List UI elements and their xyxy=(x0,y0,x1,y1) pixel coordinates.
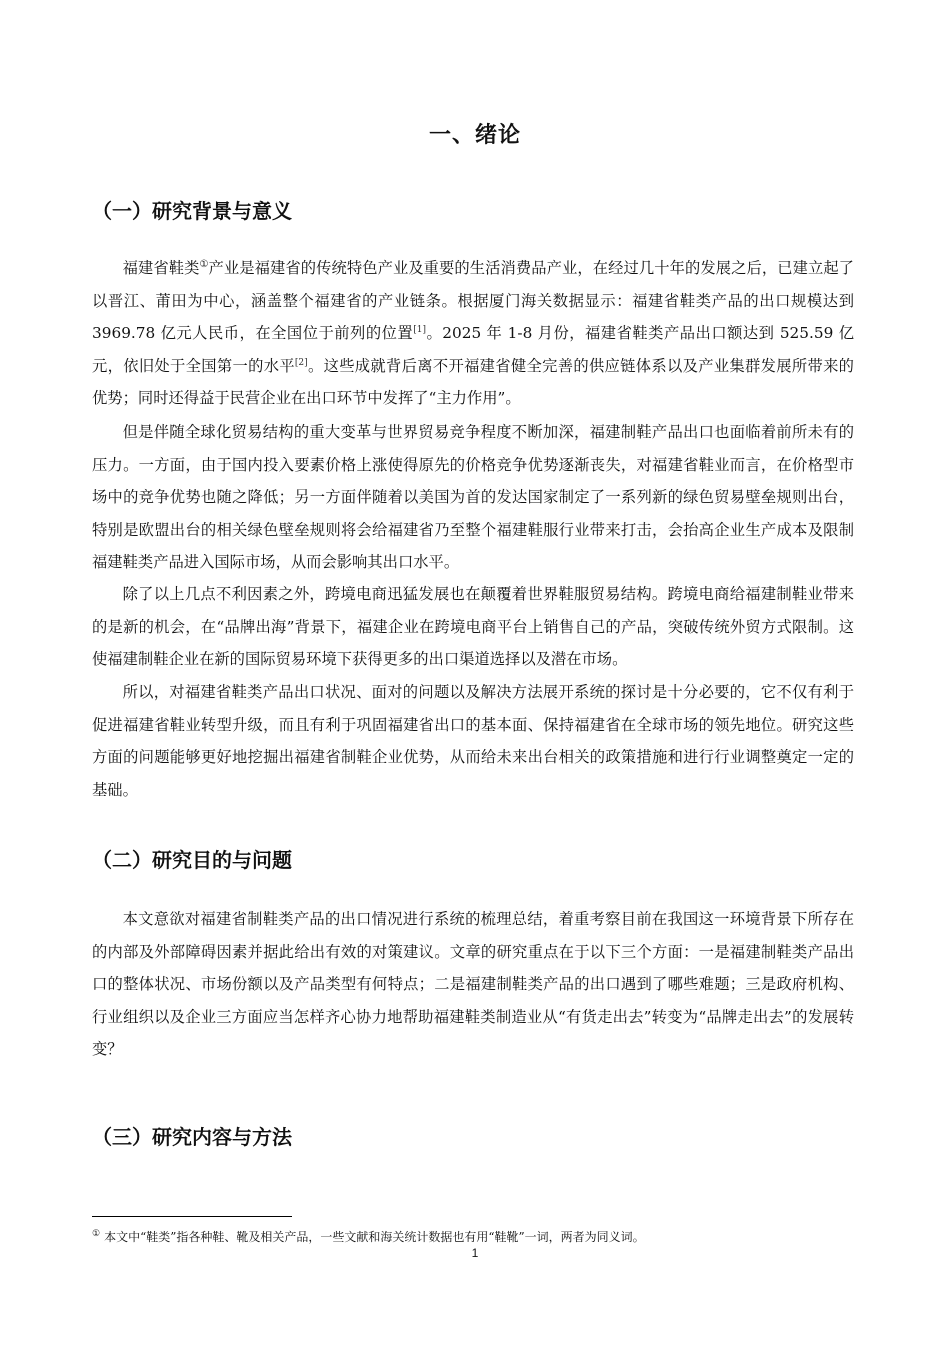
text-run: 。这些成就背后离不开福建省健全完善的供应链体系以及产业集群发展所带来的优势；同时还得益于民营企业在出口环节中发挥了“主力作用”。 xyxy=(92,356,854,407)
text-run: 产业是福建省的传统特色产业及重要的生活消费品产业，在经过几十年的发展之后，已建立起了以晋江、莆田为中心，涵盖整个福建省的产业链条。根据厦门海关数据显示：福建省鞋类产品的出口规模达到 3969.78 亿元人民币，在全国位于前列的位置 xyxy=(92,259,854,342)
text-run: 。2025 年 1-8 月份，福建省鞋类产品出口额达到 525.59 亿元，依旧处于全国第一的水平 xyxy=(92,324,854,375)
page-number: 1 xyxy=(471,1246,479,1260)
section-heading-objectives: （二）研究目的与问题 xyxy=(92,848,292,872)
footnote-marker: ① xyxy=(92,1229,101,1239)
paragraph-background-1 xyxy=(92,252,854,415)
text-run: 福建省鞋类 xyxy=(122,259,200,277)
footnote xyxy=(92,1225,872,1246)
paragraph-background-4: 所以，对福建省鞋类产品出口状况、面对的问题以及解决方法展开系统的探讨是十分必要的，它不仅有利于促进福建省鞋业转型升级，而且有利于巩固福建省出口的基本面、保持福建省在全球市场的领先地位。研究这些方面的问题能够更好地挖掘出福建省制鞋企业优势，从而给未来出台相关的政策措施和进行行业调整奠定一定的基础。 xyxy=(92,683,854,799)
citation-ref-2: [2] xyxy=(294,357,308,368)
paragraph-objectives: 本文意欲对福建省制鞋类产品的出口情况进行系统的梳理总结，着重考察目前在我国这一环境背景下所存在的内部及外部障碍因素并据此给出有效的对策建议。文章的研究重点在于以下三个方面：一是福建制鞋类产品出口的整体状况、市场份额以及产品类型有何特点；二是福建制鞋类产品的出口遇到了哪些难题；三是政府机构、行业组织以及企业三方面应当怎样齐心协力地帮助福建鞋类制造业从“有货走出去”转变为“品牌走出去”的发展转变？ xyxy=(92,910,854,1058)
section-heading-methods: （三）研究内容与方法 xyxy=(92,1125,292,1149)
citation-ref-1: [1] xyxy=(413,324,426,335)
chapter-title: 一、绪论 xyxy=(428,123,521,148)
footnote-divider xyxy=(92,1216,292,1217)
footnote-marker: ① xyxy=(199,258,209,270)
paragraph-background-3: 除了以上几点不利因素之外，跨境电商迅猛发展也在颠覆着世界鞋服贸易结构。跨境电商给福建制鞋业带来的是新的机会，在“品牌出海”背景下，福建企业在跨境电商平台上销售自己的产品，突破传统外贸方式限制。这使福建制鞋企业在新的国际贸易环境下获得更多的出口渠道选择以及潜在市场。 xyxy=(92,585,854,668)
paragraph-background-2: 但是伴随全球化贸易结构的重大变革与世界贸易竞争程度不断加深，福建制鞋产品出口也面临着前所未有的压力。一方面，由于国内投入要素价格上涨使得原先的价格竞争优势逐渐丧失，对福建省鞋业而言，在价格型市场中的竞争优势也随之降低；另一方面伴随着以美国为首的发达国家制定了一系列新的绿色贸易壁垒规则出台，特别是欧盟出台的相关绿色壁垒规则将会给福建省乃至整个福建鞋服行业带来打击，会抬高企业生产成本及限制福建鞋类产品进入国际市场，从而会影响其出口水平。 xyxy=(92,423,854,571)
section-heading-background: （一）研究背景与意义 xyxy=(92,199,292,223)
footnote-text: 本文中“鞋类”指各种鞋、靴及相关产品，一些文献和海关统计数据也有用“鞋靴”一词，两者为同义词。 xyxy=(104,1230,645,1244)
